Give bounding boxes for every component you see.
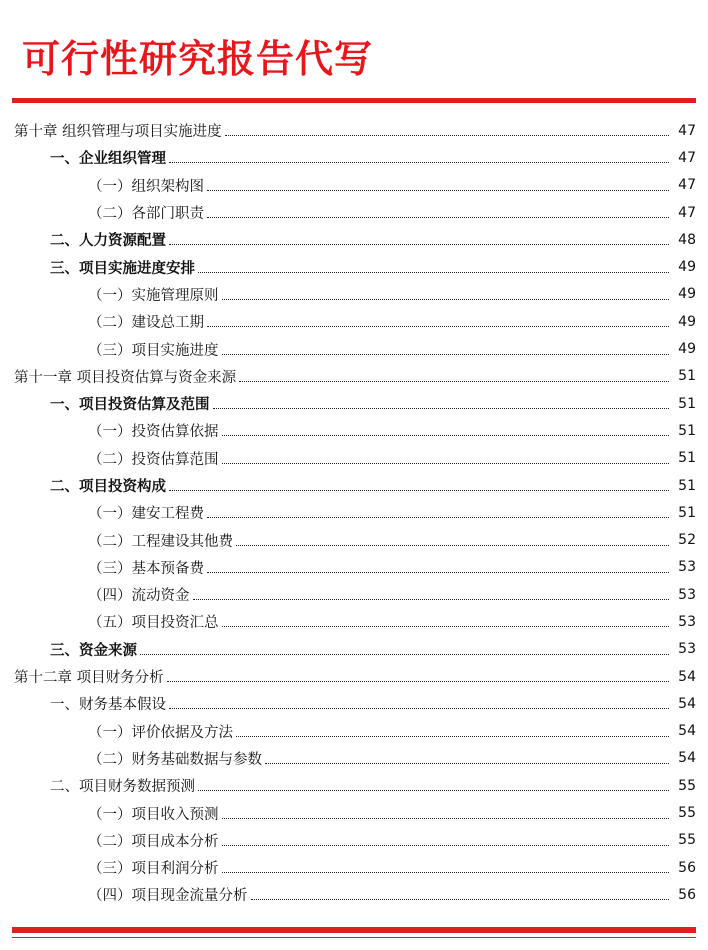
toc-entry[interactable] xyxy=(0,745,708,772)
toc-entry[interactable] xyxy=(0,445,708,472)
toc-entry-label: （一）评价依据及方法 xyxy=(88,724,233,741)
toc-dot-leader xyxy=(207,203,669,218)
toc-entry[interactable] xyxy=(0,253,708,280)
toc-entry-label: 第十一章 项目投资估算与资金来源 xyxy=(14,369,237,386)
toc-entry[interactable] xyxy=(0,690,708,717)
toc-dot-leader xyxy=(169,476,669,491)
toc-entry-page-number: 51 xyxy=(678,395,696,412)
toc-entry-label: （二）工程建设其他费 xyxy=(88,533,233,550)
toc-entry-page-number: 54 xyxy=(678,723,696,740)
toc-entry-label: （一）项目收入预测 xyxy=(88,806,219,823)
toc-dot-leader xyxy=(239,367,669,382)
toc-entry-label: 三、项目实施进度安排 xyxy=(50,260,195,277)
toc-dot-leader xyxy=(198,776,669,791)
toc-dot-leader xyxy=(140,640,669,655)
toc-dot-leader xyxy=(236,531,669,546)
toc-entry-label: （二）投资估算范围 xyxy=(88,451,219,468)
toc-dot-leader xyxy=(222,612,670,627)
toc-entry[interactable] xyxy=(0,827,708,854)
toc-entry-page-number: 54 xyxy=(678,750,696,767)
footer-divider xyxy=(12,927,696,933)
toc-entry[interactable] xyxy=(0,499,708,526)
toc-entry-label: 二、项目财务数据预测 xyxy=(50,779,195,796)
toc-entry-page-number: 48 xyxy=(678,231,696,248)
toc-entry[interactable] xyxy=(0,363,708,390)
toc-entry-label: （二）财务基础数据与参数 xyxy=(88,751,262,768)
toc-entry-page-number: 55 xyxy=(678,805,696,822)
toc-entry-page-number: 53 xyxy=(678,613,696,630)
toc-entry-page-number: 47 xyxy=(678,204,696,221)
toc-entry[interactable] xyxy=(0,636,708,663)
toc-entry-label: （一）投资估算依据 xyxy=(88,424,219,441)
toc-dot-leader xyxy=(251,885,670,900)
toc-dot-leader xyxy=(265,749,669,764)
toc-entry[interactable] xyxy=(0,799,708,826)
toc-entry-page-number: 53 xyxy=(678,559,696,576)
toc-entry[interactable] xyxy=(0,417,708,444)
toc-entry-page-number: 55 xyxy=(678,777,696,794)
toc-entry[interactable] xyxy=(0,854,708,881)
cut-off-text-fragment xyxy=(96,104,190,110)
toc-entry-label: 二、人力资源配置 xyxy=(50,233,166,250)
toc-entry[interactable] xyxy=(0,144,708,171)
toc-dot-leader xyxy=(207,558,669,573)
toc-entry-page-number: 53 xyxy=(678,641,696,658)
toc-entry-page-number: 51 xyxy=(678,504,696,521)
toc-dot-leader xyxy=(169,230,669,245)
toc-dot-leader xyxy=(222,831,670,846)
toc-dot-leader xyxy=(236,722,669,737)
toc-entry-page-number: 49 xyxy=(678,341,696,358)
toc-entry-label: 第十章 组织管理与项目实施进度 xyxy=(14,124,222,141)
toc-dot-leader xyxy=(222,285,670,300)
toc-entry-label: 一、财务基本假设 xyxy=(50,697,166,714)
toc-dot-leader xyxy=(169,694,669,709)
toc-entry[interactable] xyxy=(0,117,708,144)
toc-dot-leader xyxy=(207,176,669,191)
toc-dot-leader xyxy=(225,121,669,136)
toc-entry-page-number: 51 xyxy=(678,477,696,494)
toc-entry-label: （一）组织架构图 xyxy=(88,178,204,195)
toc-entry-label: 三、资金来源 xyxy=(50,642,137,659)
toc-entry[interactable] xyxy=(0,308,708,335)
toc-entry-label: 二、项目投资构成 xyxy=(50,479,166,495)
header-divider xyxy=(12,98,696,103)
toc-entry-label: （五）项目投资汇总 xyxy=(88,615,219,632)
toc-entry[interactable] xyxy=(0,226,708,253)
toc-entry-page-number: 51 xyxy=(678,422,696,439)
toc-entry-label: （一）实施管理原则 xyxy=(88,287,219,304)
toc-entry-label: （三）项目利润分析 xyxy=(88,861,219,878)
toc-entry-page-number: 54 xyxy=(678,668,696,685)
toc-entry-label: （二）建设总工期 xyxy=(88,315,204,332)
toc-dot-leader xyxy=(213,394,670,409)
toc-entry-page-number: 56 xyxy=(678,886,696,903)
toc-dot-leader xyxy=(198,258,669,273)
toc-dot-leader xyxy=(222,421,670,436)
toc-entry[interactable] xyxy=(0,718,708,745)
toc-entry[interactable] xyxy=(0,335,708,362)
toc-entry[interactable] xyxy=(0,472,708,499)
toc-dot-leader xyxy=(222,340,670,355)
toc-dot-leader xyxy=(169,148,669,163)
toc-entry-label: （三）项目实施进度 xyxy=(88,342,219,359)
toc-entry[interactable] xyxy=(0,526,708,553)
toc-entry-label: （四）流动资金 xyxy=(88,588,190,605)
table-of-contents xyxy=(0,117,708,909)
toc-entry-label: （一）建安工程费 xyxy=(88,506,204,523)
toc-entry[interactable] xyxy=(0,390,708,417)
toc-entry-page-number: 51 xyxy=(678,450,696,467)
toc-entry-page-number: 47 xyxy=(678,149,696,166)
toc-entry-page-number: 53 xyxy=(678,586,696,603)
toc-entry-label: （二）项目成本分析 xyxy=(88,833,219,850)
toc-entry-page-number: 51 xyxy=(678,368,696,385)
toc-dot-leader xyxy=(222,449,670,464)
toc-entry-page-number: 47 xyxy=(678,122,696,139)
toc-entry-label: （二）各部门职责 xyxy=(88,206,204,223)
toc-entry-page-number: 47 xyxy=(678,177,696,194)
toc-entry-label: （四）项目现金流量分析 xyxy=(88,888,248,905)
footer-divider-thin xyxy=(12,937,696,938)
toc-entry-page-number: 52 xyxy=(678,532,696,549)
toc-entry-label: （三）基本预备费 xyxy=(88,560,204,577)
toc-entry-label: 一、项目投资估算及范围 xyxy=(50,397,210,414)
toc-entry-page-number: 54 xyxy=(678,695,696,712)
toc-entry[interactable] xyxy=(0,881,708,908)
toc-entry[interactable] xyxy=(0,663,708,690)
toc-entry[interactable] xyxy=(0,608,708,635)
toc-entry[interactable] xyxy=(0,172,708,199)
toc-dot-leader xyxy=(207,312,669,327)
toc-entry-page-number: 49 xyxy=(678,286,696,303)
toc-entry[interactable] xyxy=(0,199,708,226)
toc-dot-leader xyxy=(222,858,670,873)
toc-entry[interactable] xyxy=(0,581,708,608)
toc-entry-page-number: 49 xyxy=(678,259,696,276)
toc-dot-leader xyxy=(222,804,670,819)
toc-entry-label: 第十二章 项目财务分析 xyxy=(14,670,164,687)
toc-entry-label: 一、企业组织管理 xyxy=(50,151,166,168)
toc-entry-page-number: 56 xyxy=(678,859,696,876)
toc-entry-page-number: 49 xyxy=(678,313,696,330)
toc-entry[interactable] xyxy=(0,281,708,308)
toc-entry-page-number: 55 xyxy=(678,832,696,849)
toc-dot-leader xyxy=(207,503,669,518)
toc-dot-leader xyxy=(167,667,669,682)
toc-entry[interactable] xyxy=(0,554,708,581)
toc-dot-leader xyxy=(193,585,670,600)
page-title: 可行性研究报告代写 xyxy=(22,37,374,81)
toc-entry[interactable] xyxy=(0,772,708,799)
